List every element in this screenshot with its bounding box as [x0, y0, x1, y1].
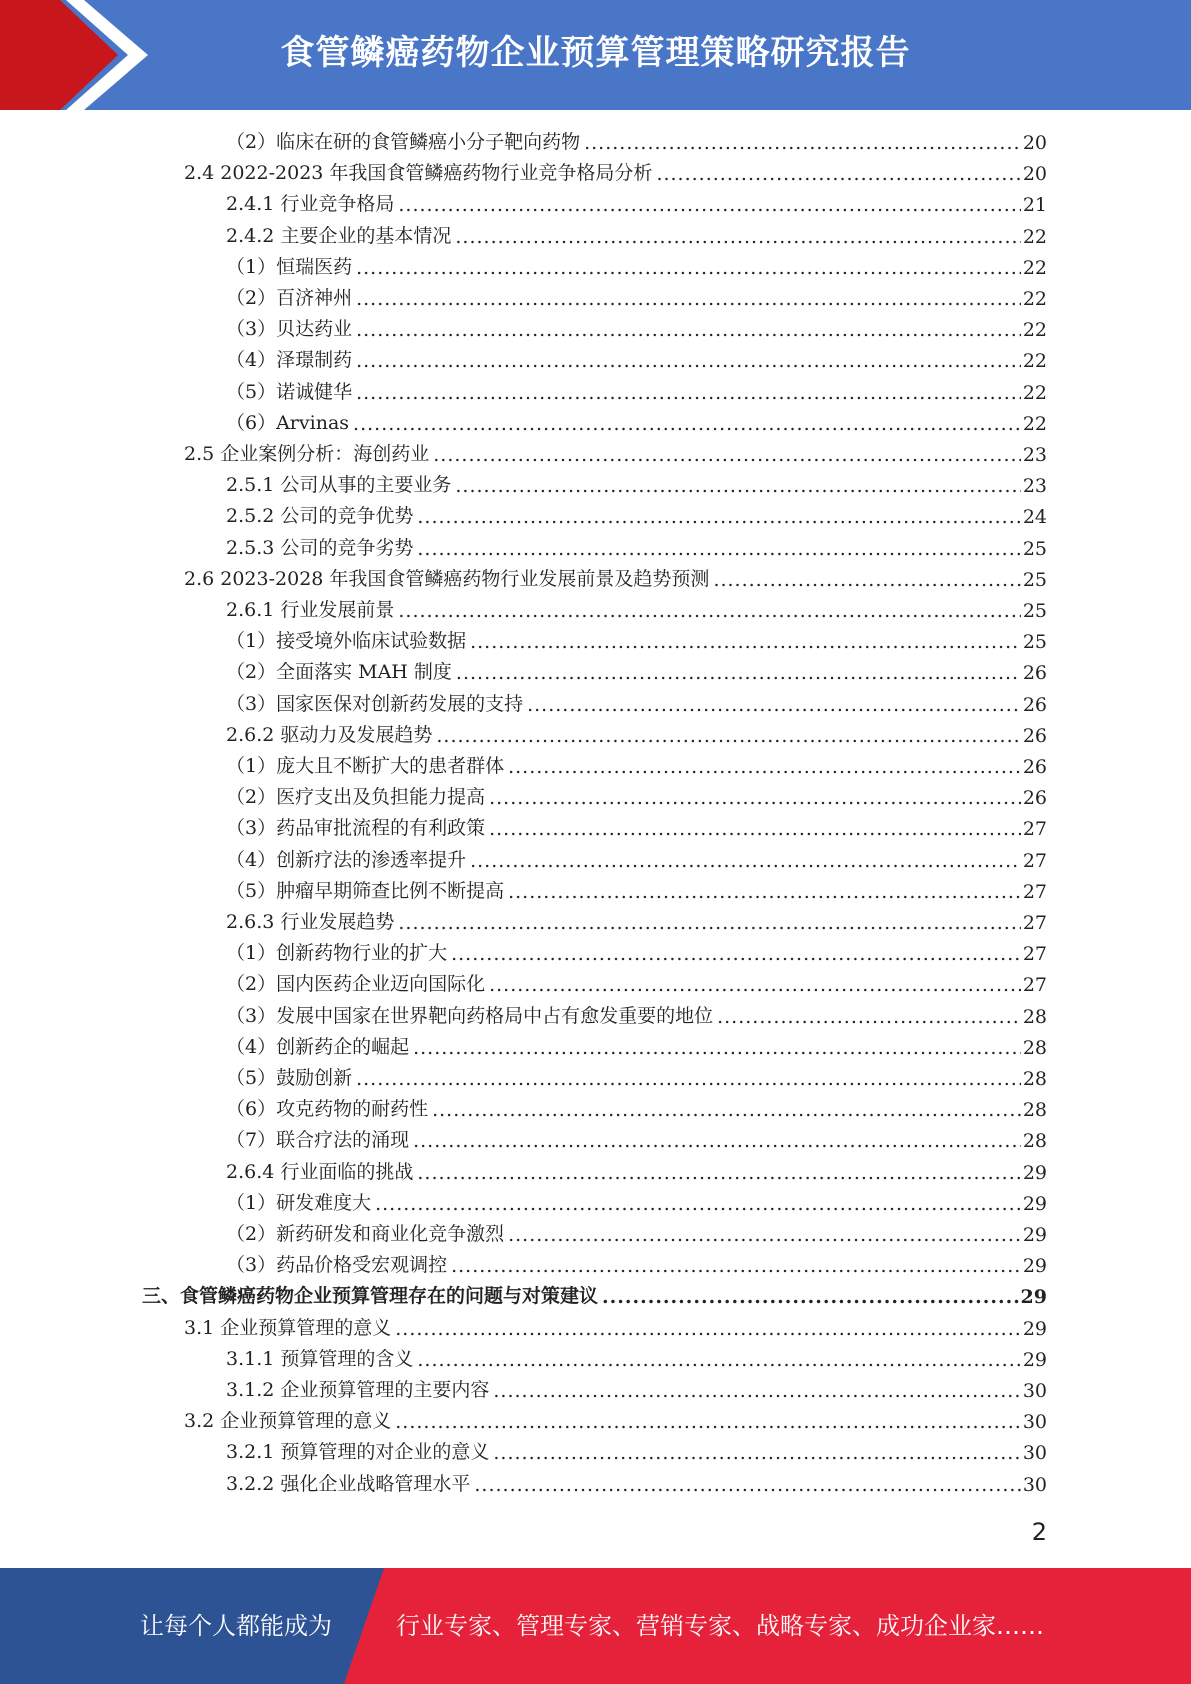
toc-entry-page: 30 [1022, 1473, 1047, 1496]
toc-dot-leader [356, 288, 1021, 310]
toc-entry-label: （2）全面落实 MAH 制度 [226, 661, 452, 684]
toc-entry-page: 22 [1022, 412, 1047, 435]
toc-entry[interactable] [184, 157, 1047, 185]
toc-dot-leader [489, 787, 1021, 809]
toc-entry[interactable] [226, 1062, 1047, 1090]
toc-dot-leader [356, 1068, 1021, 1090]
toc-dot-leader [356, 319, 1021, 341]
toc-entry-page: 30 [1022, 1442, 1047, 1465]
toc-entry-page: 23 [1022, 475, 1047, 498]
toc-entry[interactable] [226, 1124, 1047, 1152]
toc-entry-page: 26 [1022, 693, 1047, 716]
toc-entry-page: 22 [1022, 350, 1047, 373]
toc-entry-label: 3.2 企业预算管理的意义 [184, 1410, 392, 1433]
toc-entry-page: 28 [1022, 1036, 1047, 1059]
toc-dot-leader [455, 226, 1020, 248]
toc-entry-label: （4）创新药企的崛起 [226, 1035, 410, 1058]
toc-entry-page: 27 [1022, 912, 1047, 934]
page-header [0, 0, 1191, 110]
toc-entry[interactable] [226, 1031, 1047, 1059]
toc-entry-page: 26 [1022, 662, 1047, 685]
toc-entry-label: 2.5.3 公司的竞争劣势 [226, 536, 414, 559]
toc-dot-leader [417, 1162, 1020, 1184]
toc-entry-label: 2.6.1 行业发展前景 [226, 599, 395, 621]
toc-dot-leader [398, 600, 1020, 622]
toc-entry[interactable] [226, 781, 1047, 809]
toc-entry[interactable] [226, 625, 1047, 653]
toc-entry-label: （3）药品价格受宏观调控 [226, 1254, 448, 1277]
toc-entry-label: 3.1.1 预算管理的含义 [226, 1347, 414, 1370]
footer-slogan-right: 行业专家、管理专家、营销专家、战略专家、成功企业家…… [396, 1612, 1044, 1640]
toc-dot-leader [455, 475, 1020, 497]
toc-dot-leader [717, 1006, 1021, 1028]
toc-entry-label: 2.4.2 主要企业的基本情况 [226, 224, 452, 247]
toc-entry-label: 2.5.1 公司从事的主要业务 [226, 474, 452, 497]
toc-dot-leader [413, 1037, 1021, 1059]
toc-entry-page: 28 [1022, 1130, 1047, 1153]
toc-entry[interactable] [142, 1280, 1047, 1308]
toc-dot-leader [413, 1130, 1021, 1152]
toc-entry-label: 2.6.3 行业发展趋势 [226, 911, 395, 933]
toc-entry-page: 29 [1022, 1192, 1047, 1215]
toc-entry[interactable] [226, 1093, 1047, 1121]
toc-dot-leader [417, 538, 1020, 560]
toc-entry-page: 20 [1022, 163, 1047, 186]
toc-entry-page: 29 [1022, 1224, 1047, 1246]
toc-entry-label: 2.6.4 行业面临的挑战 [226, 1160, 414, 1183]
toc-entry-label: （1）研发难度大 [226, 1191, 372, 1214]
toc-entry[interactable] [184, 1312, 1047, 1340]
toc-entry[interactable] [226, 688, 1047, 716]
toc-dot-leader [417, 1349, 1020, 1371]
toc-entry-label: （2）新药研发和商业化竞争激烈 [226, 1223, 505, 1245]
toc-entry-page: 22 [1022, 225, 1047, 248]
toc-entry-page: 25 [1022, 537, 1047, 560]
toc-entry-label: （4）创新疗法的渗透率提升 [226, 848, 467, 871]
toc-entry-label: 3.2.1 预算管理的对企业的意义 [226, 1441, 490, 1464]
toc-dot-leader [398, 194, 1020, 216]
toc-dot-leader [432, 1099, 1021, 1121]
toc-entry-label: 3.2.2 强化企业战略管理水平 [226, 1472, 471, 1495]
toc-dot-leader [489, 974, 1021, 996]
toc-entry[interactable] [226, 906, 1047, 934]
toc-entry-label: （2）临床在研的食管鳞癌小分子靶向药物 [226, 131, 581, 153]
toc-entry-label: （1）恒瑞医药 [226, 255, 353, 278]
toc-dot-leader [508, 881, 1021, 903]
toc-entry-page: 27 [1022, 974, 1047, 997]
toc-dot-leader [353, 413, 1021, 435]
toc-entry-page: 26 [1022, 756, 1047, 778]
toc-entry-page: 20 [1022, 132, 1047, 154]
toc-entry-page: 27 [1022, 818, 1047, 841]
toc-entry-page: 28 [1022, 1068, 1047, 1090]
toc-dot-leader [451, 943, 1021, 965]
toc-dot-leader [508, 1224, 1021, 1246]
toc-dot-leader [470, 850, 1021, 872]
toc-entry-page: 22 [1022, 288, 1047, 310]
toc-dot-leader [713, 569, 1020, 591]
toc-entry-label: 2.4 2022-2023 年我国食管鳞癌药物行业竞争格局分析 [184, 162, 653, 185]
toc-entry[interactable] [226, 376, 1047, 404]
toc-entry[interactable] [184, 1405, 1047, 1433]
toc-entry-label: 2.4.1 行业竞争格局 [226, 193, 395, 216]
toc-dot-leader [375, 1193, 1021, 1215]
toc-entry-page: 21 [1022, 194, 1047, 217]
toc-entry-page: 25 [1022, 600, 1047, 622]
toc-entry[interactable] [226, 126, 1047, 154]
toc-entry[interactable] [184, 563, 1047, 591]
toc-entry[interactable] [226, 500, 1047, 528]
toc-entry[interactable] [226, 812, 1047, 840]
toc-entry-label: （1）创新药物行业的扩大 [226, 942, 448, 965]
toc-entry[interactable] [226, 1218, 1047, 1246]
toc-dot-leader [395, 1318, 1021, 1340]
toc-entry[interactable] [226, 1249, 1047, 1277]
toc-entry[interactable] [226, 1000, 1047, 1028]
toc-dot-leader [395, 1411, 1021, 1433]
footer-slogan-left: 让每个人都能成为 [140, 1612, 332, 1640]
toc-dot-leader [489, 818, 1021, 840]
toc-entry[interactable] [226, 220, 1047, 248]
toc-entry[interactable] [226, 1468, 1047, 1496]
toc-entry-label: 2.5 企业案例分析：海创药业 [184, 443, 430, 465]
toc-entry[interactable] [226, 656, 1047, 684]
toc-entry-label: （7）联合疗法的涌现 [226, 1129, 410, 1152]
toc-dot-leader [656, 163, 1020, 185]
toc-entry-label: （3）贝达药业 [226, 318, 353, 341]
toc-entry[interactable] [226, 1187, 1047, 1215]
toc-entry-page: 24 [1022, 506, 1047, 529]
toc-entry[interactable] [226, 875, 1047, 903]
toc-entry-page: 29 [1022, 1317, 1047, 1340]
toc-dot-leader [356, 382, 1021, 404]
toc-entry[interactable] [226, 282, 1047, 310]
toc-entry-page: 25 [1022, 568, 1047, 591]
toc-dot-leader [433, 444, 1021, 466]
toc-dot-leader [493, 1380, 1020, 1402]
toc-entry-label: 三、食管鳞癌药物企业预算管理存在的问题与对策建议 [142, 1285, 599, 1308]
toc-entry-page: 26 [1022, 724, 1047, 747]
toc-entry-page: 30 [1022, 1380, 1047, 1402]
toc-dot-leader [602, 1286, 1019, 1308]
toc-dot-leader [436, 725, 1020, 747]
toc-entry-label: 2.6.2 驱动力及发展趋势 [226, 723, 433, 746]
toc-dot-leader [527, 694, 1021, 716]
toc-entry[interactable] [226, 188, 1047, 216]
toc-dot-leader [456, 662, 1021, 684]
toc-dot-leader [584, 132, 1021, 154]
toc-entry-page: 29 [1022, 1161, 1047, 1184]
toc-entry-page: 27 [1022, 943, 1047, 966]
toc-entry-page: 29 [1022, 1348, 1047, 1371]
toc-entry[interactable] [226, 594, 1047, 622]
toc-entry[interactable] [226, 344, 1047, 372]
toc-entry-page: 29 [1022, 1255, 1047, 1278]
toc-entry-label: （1）接受境外临床试验数据 [226, 630, 467, 653]
toc-entry[interactable] [226, 407, 1047, 435]
toc-entry-page: 27 [1022, 849, 1047, 872]
toc-entry-page: 26 [1022, 787, 1047, 810]
toc-entry-label: 2.5.2 公司的竞争优势 [226, 505, 414, 528]
toc-entry-label: （6）攻克药物的耐药性 [226, 1098, 429, 1121]
toc-entry-page: 27 [1022, 880, 1047, 903]
toc-entry-page: 29 [1020, 1286, 1047, 1309]
toc-entry[interactable] [226, 1374, 1047, 1402]
toc-dot-leader [398, 912, 1020, 934]
toc-entry[interactable] [226, 1436, 1047, 1464]
toc-entry-label: （2）百济神州 [226, 287, 353, 309]
toc-entry[interactable] [226, 968, 1047, 996]
toc-entry-label: （4）泽璟制药 [226, 349, 353, 372]
toc-entry[interactable] [226, 313, 1047, 341]
toc-entry-label: （3）发展中国家在世界靶向药格局中占有愈发重要的地位 [226, 1004, 714, 1027]
toc-entry-label: （5）鼓励创新 [226, 1067, 353, 1089]
toc-entry[interactable] [226, 719, 1047, 747]
report-title: 食管鳞癌药物企业预算管理策略研究报告 [280, 33, 911, 73]
toc-entry[interactable] [226, 750, 1047, 778]
toc-entry[interactable] [226, 251, 1047, 279]
toc-entry-page: 28 [1022, 1005, 1047, 1028]
toc-dot-leader [470, 631, 1021, 653]
toc-entry-page: 28 [1022, 1099, 1047, 1122]
toc-dot-leader [493, 1442, 1020, 1464]
toc-entry[interactable] [226, 532, 1047, 560]
toc-entry-label: （5）肿瘤早期筛查比例不断提高 [226, 879, 505, 902]
toc-entry-label: （1）庞大且不断扩大的患者群体 [226, 755, 505, 777]
toc-entry[interactable] [226, 1156, 1047, 1184]
toc-entry-label: （6）Arvinas [226, 411, 350, 434]
toc-entry[interactable] [226, 937, 1047, 965]
toc-entry-label: （5）诺诚健华 [226, 380, 353, 403]
toc-entry-label: （3）药品审批流程的有利政策 [226, 817, 486, 840]
toc-entry[interactable] [226, 1343, 1047, 1371]
toc-entry-page: 22 [1022, 381, 1047, 404]
toc-entry-label: （3）国家医保对创新药发展的支持 [226, 692, 524, 715]
toc-dot-leader [356, 257, 1021, 279]
toc-entry-label: 3.1 企业预算管理的意义 [184, 1316, 392, 1339]
toc-entry[interactable] [184, 438, 1047, 466]
toc-entry-page: 30 [1022, 1411, 1047, 1434]
toc-dot-leader [417, 506, 1020, 528]
toc-entry[interactable] [226, 844, 1047, 872]
page-number: 2 [1031, 1518, 1047, 1546]
toc-dot-leader [356, 350, 1021, 372]
toc-entry-label: 3.1.2 企业预算管理的主要内容 [226, 1379, 490, 1401]
toc-dot-leader [508, 756, 1021, 778]
toc-entry-page: 25 [1022, 631, 1047, 654]
toc-entry[interactable] [226, 469, 1047, 497]
toc-entry-label: （2）医疗支出及负担能力提高 [226, 786, 486, 809]
toc-entry-page: 22 [1022, 319, 1047, 342]
toc-entry-page: 23 [1022, 444, 1047, 466]
toc-entry-label: （2）国内医药企业迈向国际化 [226, 973, 486, 996]
page-footer [0, 1568, 1191, 1684]
toc-entry-label: 2.6 2023-2028 年我国食管鳞癌药物行业发展前景及趋势预测 [184, 567, 710, 590]
toc-entry-page: 22 [1022, 256, 1047, 279]
toc-dot-leader [474, 1474, 1020, 1496]
toc-dot-leader [451, 1255, 1021, 1277]
